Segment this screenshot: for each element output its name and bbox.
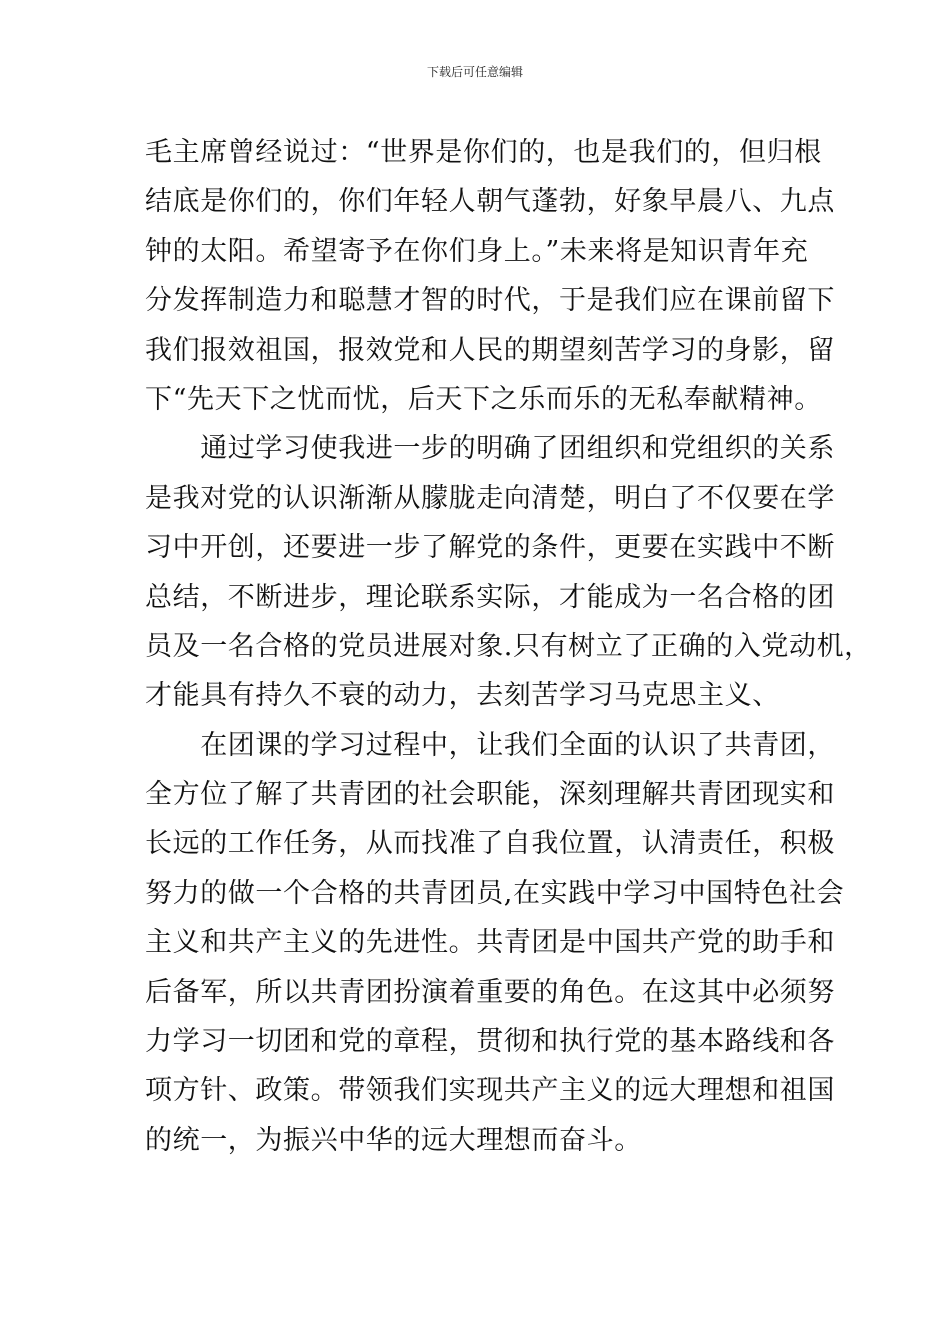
paragraph-3	[145, 721, 845, 1166]
text-line: 钟的太阳。希望寄予在你们身上。”未来将是知识青年充	[145, 235, 809, 267]
text-line: 我们报效祖国，报效党和人民的期望刻苦学习的身影，留	[145, 334, 835, 366]
document-body	[145, 128, 872, 1165]
text-line: 下“先天下之忧而忧，后天下之乐而乐的无私奉献精神。	[145, 383, 822, 415]
text-line: 习中开创，还要进一步了解党的条件，更要在实践中不断	[145, 532, 835, 564]
text-line: 力学习一切团和党的章程，贯彻和执行党的基本路线和各	[145, 1026, 835, 1058]
page-header-note: 下载后可任意编辑	[426, 65, 523, 79]
text-line: 总结，不断进步，理论联系实际，才能成为一名合格的团	[145, 581, 835, 613]
text-line: 通过学习使我进一步的明确了团组织和党组织的关系	[145, 433, 835, 465]
paragraph-1	[145, 128, 835, 424]
text-line: 毛主席曾经说过：“世界是你们的，也是我们的，但归根	[145, 137, 822, 168]
text-line: 是我对党的认识渐渐从朦胧走向清楚，明白了不仅要在学	[145, 482, 835, 514]
text-line: 在团课的学习过程中，让我们全面的认识了共青团，	[145, 729, 835, 761]
text-line: 的统一，为振兴中华的远大理想而奋斗。	[145, 1124, 642, 1156]
text-line: 长远的工作任务，从而找准了自我位置，认清责任，积极	[145, 828, 835, 860]
text-line: 全方位了解了共青团的社会职能，深刻理解共青团现实和	[145, 779, 835, 811]
text-line: 员及一名合格的党员进展对象.只有树立了正确的入党动机，	[145, 630, 872, 662]
paragraph-2	[145, 424, 872, 720]
text-line: 努力的做一个合格的共青团员,在实践中学习中国特色社会	[145, 877, 845, 909]
text-line: 主义和共产主义的先进性。共青团是中国共产党的助手和	[145, 927, 835, 959]
text-line: 项方针、政策。带领我们实现共产主义的远大理想和祖国	[145, 1075, 835, 1107]
text-line: 分发挥制造力和聪慧才智的时代，于是我们应在课前留下	[145, 285, 835, 317]
text-line: 后备军，所以共青团扮演着重要的角色。在这其中必须努	[145, 976, 835, 1008]
text-line: 才能具有持久不衰的动力，去刻苦学习马克思主义、	[145, 680, 780, 712]
text-line: 结底是你们的，你们年轻人朝气蓬勃，好象早晨八、九点	[145, 186, 835, 218]
